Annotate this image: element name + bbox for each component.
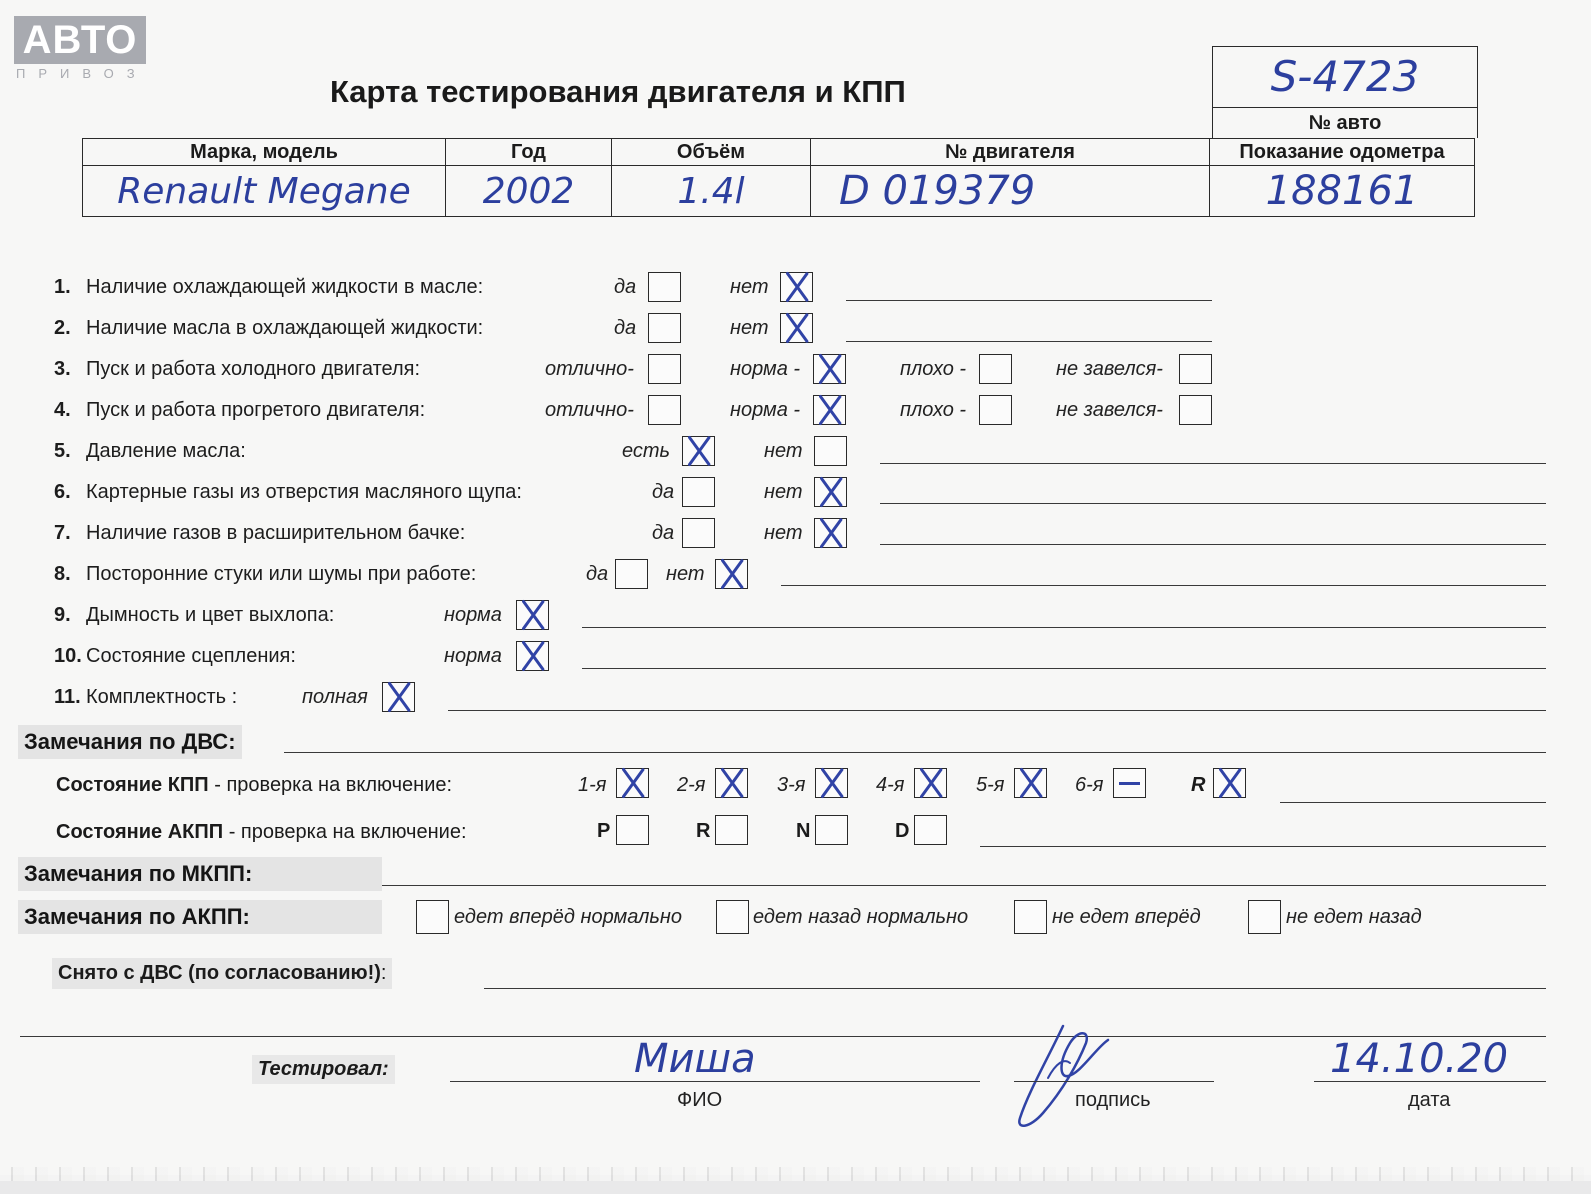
checkbox-q1-yes[interactable] <box>648 272 681 302</box>
question-text: Комплектность : <box>86 686 238 708</box>
kpp-label-rest: - проверка на включение: <box>208 774 453 796</box>
question-text: Картерные газы из отверстия масляного щупа: <box>86 481 522 503</box>
gear-label: 1-я <box>578 774 607 796</box>
question-text: Посторонние стуки или шумы при работе: <box>86 563 477 585</box>
checkbox-q1-no[interactable] <box>780 272 813 302</box>
checkbox-gear-1[interactable] <box>616 768 649 798</box>
notes-line <box>582 627 1546 628</box>
akpp-label-rest: - проверка на включение: <box>223 821 467 843</box>
notes-line <box>448 710 1546 711</box>
question-4 <box>54 399 425 422</box>
question-number: 3. <box>54 358 71 380</box>
col-header-make: Марка, модель <box>83 139 446 166</box>
removed-label <box>52 958 392 989</box>
notes-line <box>880 503 1546 504</box>
test-date: 14.10.20 <box>1330 1036 1509 1082</box>
notes-line <box>880 544 1546 545</box>
date-caption: дата <box>1408 1089 1451 1111</box>
checkbox-q6-yes[interactable] <box>682 477 715 507</box>
remarks-engine-line <box>284 752 1546 753</box>
col-header-year: Год <box>446 139 612 166</box>
question-number: 11. <box>54 686 81 708</box>
notes-line <box>582 668 1546 669</box>
checkbox-q2-yes[interactable] <box>648 313 681 343</box>
option-label: норма <box>444 604 502 626</box>
checkbox-no-forward[interactable] <box>1014 900 1047 934</box>
remarks-akpp-label: Замечания по АКПП: <box>18 900 382 934</box>
value-odometer: 188161 <box>1210 166 1475 217</box>
brand-logo: АВТО <box>14 16 146 64</box>
option-label: плохо - <box>900 399 967 421</box>
option-label: нет <box>730 276 769 298</box>
checkbox-q3-not-started[interactable] <box>1179 354 1212 384</box>
question-text: Пуск и работа холодного двигателя: <box>86 358 421 380</box>
checkbox-gear-6[interactable] <box>1113 768 1146 798</box>
option-label: есть <box>622 440 671 462</box>
akpp-remark-option: едет назад нормально <box>753 906 969 928</box>
removed-label-rest: : <box>380 962 387 984</box>
checkbox-q11-full[interactable] <box>382 682 415 712</box>
name-caption: ФИО <box>677 1089 723 1111</box>
date-line <box>1314 1081 1546 1082</box>
question-number: 9. <box>54 604 71 626</box>
notes-line <box>781 585 1546 586</box>
question-7 <box>54 522 465 545</box>
checkbox-q7-yes[interactable] <box>682 518 715 548</box>
question-number: 7. <box>54 522 71 544</box>
question-1 <box>54 276 483 299</box>
remarks-mkpp-label: Замечания по МКПП: <box>18 857 382 891</box>
checkbox-akpp-r[interactable] <box>715 815 748 845</box>
name-line <box>450 1081 980 1082</box>
kpp-notes-line <box>1280 802 1546 803</box>
question-text: Давление масла: <box>86 440 246 462</box>
value-year: 2002 <box>446 166 612 217</box>
akpp-mode-label: R <box>696 820 711 842</box>
checkbox-gear-5[interactable] <box>1014 768 1047 798</box>
question-number: 6. <box>54 481 71 503</box>
remarks-engine-label: Замечания по ДВС: <box>18 725 242 759</box>
checkbox-q3-bad[interactable] <box>979 354 1012 384</box>
question-text: Наличие масла в охлаждающей жидкости: <box>86 317 484 339</box>
option-label: да <box>614 276 637 298</box>
option-label: норма - <box>730 399 801 421</box>
akpp-label-bold: Состояние АКПП <box>56 821 224 843</box>
gear-label: 4-я <box>876 774 905 796</box>
tester-name: Миша <box>634 1036 756 1082</box>
checkbox-q7-no[interactable] <box>814 518 847 548</box>
akpp-notes-line <box>980 846 1546 847</box>
option-label: да <box>614 317 637 339</box>
notes-line <box>846 300 1212 301</box>
remarks-mkpp-line <box>382 885 1546 886</box>
question-text: Пуск и работа прогретого двигателя: <box>86 399 426 421</box>
akpp-remark-option: едет вперёд нормально <box>454 906 683 928</box>
kpp-label-bold: Состояние КПП <box>56 774 209 796</box>
checkbox-q4-not-started[interactable] <box>1179 395 1212 425</box>
question-text: Дымность и цвет выхлопа: <box>86 604 335 626</box>
value-engine-no: D 019379 <box>811 166 1210 217</box>
question-number: 1. <box>54 276 71 298</box>
gear-label: 2-я <box>677 774 706 796</box>
option-label: нет <box>666 563 705 585</box>
question-number: 4. <box>54 399 71 421</box>
option-label: не завелся- <box>1056 399 1163 421</box>
kpp-label <box>56 774 452 797</box>
torn-edge <box>0 1167 1591 1181</box>
signature-caption: подпись <box>1075 1089 1151 1111</box>
option-label: не завелся- <box>1056 358 1163 380</box>
checkbox-q6-no[interactable] <box>814 477 847 507</box>
gear-label: 5-я <box>976 774 1005 796</box>
checkbox-no-backward[interactable] <box>1248 900 1281 934</box>
option-label: норма - <box>730 358 801 380</box>
akpp-remark-option: не едет назад <box>1286 906 1422 928</box>
checkbox-gear-3[interactable] <box>815 768 848 798</box>
question-11 <box>54 686 237 709</box>
question-5 <box>54 440 246 463</box>
option-label: нет <box>764 522 803 544</box>
gear-label: 6-я <box>1075 774 1104 796</box>
checkbox-q10-normal[interactable] <box>516 641 549 671</box>
question-text: Состояние сцепления: <box>86 645 296 667</box>
question-10 <box>54 645 296 668</box>
question-2 <box>54 317 483 340</box>
col-header-odometer: Показание одометра <box>1210 139 1475 166</box>
checkbox-akpp-d[interactable] <box>914 815 947 845</box>
checkbox-q8-yes[interactable] <box>615 559 648 589</box>
gear-label: R <box>1191 774 1206 796</box>
checkbox-akpp-p[interactable] <box>616 815 649 845</box>
col-header-volume: Объём <box>612 139 811 166</box>
checkbox-q5-yes[interactable] <box>682 436 715 466</box>
car-number-value: S-4723 <box>1213 47 1477 108</box>
option-label: да <box>586 563 609 585</box>
question-number: 2. <box>54 317 71 339</box>
question-8 <box>54 563 476 586</box>
akpp-label <box>56 821 467 844</box>
signature <box>1008 1018 1118 1133</box>
option-label: да <box>652 522 675 544</box>
removed-label-bold: Снято с ДВС (по согласованию!) <box>58 962 381 984</box>
checkbox-gear-4[interactable] <box>914 768 947 798</box>
checkbox-q3-normal[interactable] <box>813 354 846 384</box>
akpp-mode-label: P <box>597 820 611 842</box>
akpp-remark-option: не едет вперёд <box>1052 906 1201 928</box>
gear-label: 3-я <box>777 774 806 796</box>
tested-by-label: Тестировал: <box>252 1055 395 1084</box>
checkbox-gear-r[interactable] <box>1213 768 1246 798</box>
checkbox-gear-2[interactable] <box>715 768 748 798</box>
akpp-mode-label: D <box>895 820 910 842</box>
notes-line <box>846 341 1212 342</box>
option-label: да <box>652 481 675 503</box>
question-text: Наличие газов в расширительном бачке: <box>86 522 466 544</box>
value-volume: 1.4l <box>612 166 811 217</box>
option-label: норма <box>444 645 502 667</box>
brand-logo-subtitle: ПРИВОЗ <box>16 66 148 81</box>
question-text: Наличие охлаждающей жидкости в масле: <box>86 276 484 298</box>
separator-line <box>20 1036 1546 1037</box>
question-3 <box>54 358 420 381</box>
notes-line <box>880 463 1546 464</box>
car-number-label: № авто <box>1308 112 1382 134</box>
question-number: 5. <box>54 440 71 462</box>
checkbox-backward-normal[interactable] <box>716 900 749 934</box>
checkbox-akpp-n[interactable] <box>815 815 848 845</box>
signature-line <box>1014 1081 1214 1082</box>
checkbox-q5-no[interactable] <box>814 436 847 466</box>
vehicle-info-table <box>82 138 1475 217</box>
col-header-engine-no: № двигателя <box>811 139 1210 166</box>
checkbox-q3-excellent[interactable] <box>648 354 681 384</box>
checkbox-forward-normal[interactable] <box>416 900 449 934</box>
question-6 <box>54 481 522 504</box>
question-number: 10. <box>54 645 82 667</box>
option-label: нет <box>764 481 803 503</box>
page-title: Карта тестирования двигателя и КПП <box>330 74 906 109</box>
car-number-box <box>1212 46 1478 138</box>
option-label: отлично- <box>545 358 634 380</box>
checkbox-q2-no[interactable] <box>780 313 813 343</box>
checkbox-q4-bad[interactable] <box>979 395 1012 425</box>
option-label: полная <box>302 686 368 708</box>
option-label: нет <box>730 317 769 339</box>
akpp-mode-label: N <box>796 820 811 842</box>
option-label: плохо - <box>900 358 967 380</box>
question-number: 8. <box>54 563 71 585</box>
checkbox-q4-normal[interactable] <box>813 395 846 425</box>
value-make: Renault Megane <box>83 166 446 217</box>
checkbox-q9-normal[interactable] <box>516 600 549 630</box>
checkbox-q4-excellent[interactable] <box>648 395 681 425</box>
question-9 <box>54 604 334 627</box>
option-label: нет <box>764 440 803 462</box>
checkbox-q8-no[interactable] <box>715 559 748 589</box>
option-label: отлично- <box>545 399 634 421</box>
removed-line <box>484 988 1546 989</box>
